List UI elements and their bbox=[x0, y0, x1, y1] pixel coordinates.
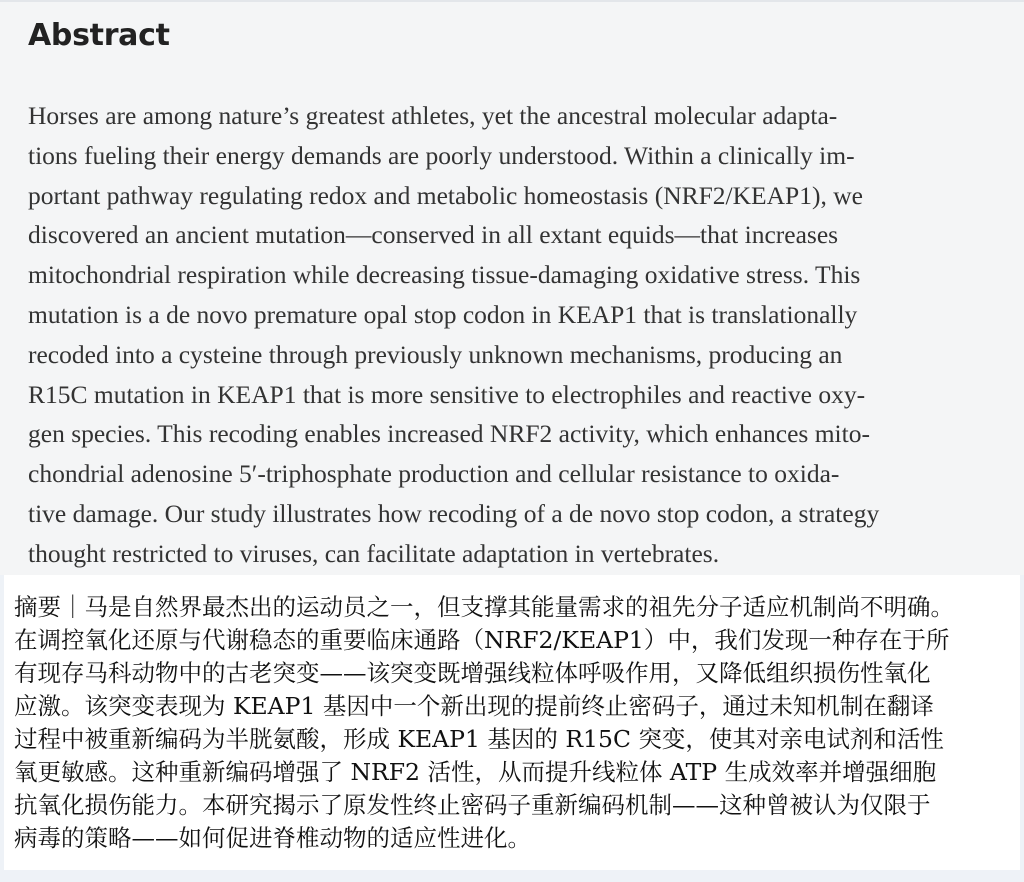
translation-line: 在调控氧化还原与代谢稳态的重要临床通路（NRF2/KEAP1）中，我们发现一种存在于所 bbox=[14, 626, 950, 654]
abstract-heading: Abstract bbox=[28, 18, 170, 53]
abstract-line: portant pathway regulating redox and metabolic homeostasis (NRF2/KEAP1), we bbox=[28, 180, 863, 210]
translation-line: 病毒的策略——如何促进脊椎动物的适应性进化。 bbox=[14, 824, 531, 852]
abstract-line: gen species. This recoding enables increased NRF2 activity, which enhances mito- bbox=[28, 419, 870, 449]
translation-line: 有现存马科动物中的古老突变——该突变既增强线粒体呼吸作用，又降低组织损伤性氧化 bbox=[14, 659, 931, 687]
abstract-line: tive damage. Our study illustrates how recoding of a de novo stop codon, a strategy bbox=[28, 498, 880, 528]
translation-line: 抗氧化损伤能力。本研究揭示了原发性终止密码子重新编码机制——这种曾被认为仅限于 bbox=[14, 791, 931, 819]
translation-line: 过程中被重新编码为半胱氨酸，形成 KEAP1 基因的 R15C 突变，使其对亲电试剂和活性 bbox=[14, 725, 944, 753]
translation-line: 应激。该突变表现为 KEAP1 基因中一个新出现的提前终止密码子，通过未知机制在翻译 bbox=[14, 692, 934, 720]
translation-line: 氧更敏感。这种重新编码增强了 NRF2 活性，从而提升线粒体 ATP 生成效率并增强细胞 bbox=[14, 758, 937, 786]
abstract-line: mitochondrial respiration while decreasing tissue-damaging oxidative stress. This bbox=[28, 260, 861, 290]
abstract-line: thought restricted to viruses, can facilitate adaptation in vertebrates. bbox=[28, 538, 720, 568]
chinese-translation-body bbox=[14, 591, 1024, 855]
abstract-line: chondrial adenosine 5′-triphosphate production and cellular resistance to oxida- bbox=[28, 459, 840, 489]
abstract-body bbox=[28, 96, 1008, 574]
abstract-line: Horses are among nature’s greatest athletes, yet the ancestral molecular adapta- bbox=[28, 101, 838, 130]
abstract-line: tions fueling their energy demands are poorly understood. Within a clinically im- bbox=[28, 140, 855, 170]
translation-line: 摘要｜马是自然界最杰出的运动员之一，但支撑其能量需求的祖先分子适应机制尚不明确。 bbox=[14, 593, 954, 621]
abstract-line: R15C mutation in KEAP1 that is more sensitive to electrophiles and reactive oxy- bbox=[28, 379, 866, 409]
chinese-translation-box bbox=[0, 575, 1024, 882]
abstract-line: recoded into a cysteine through previously unknown mechanisms, producing an bbox=[28, 339, 843, 369]
abstract-line: discovered an ancient mutation—conserved in all extant equids—that increases bbox=[28, 220, 839, 250]
abstract-line: mutation is a de novo premature opal stop codon in KEAP1 that is translationally bbox=[28, 299, 858, 329]
